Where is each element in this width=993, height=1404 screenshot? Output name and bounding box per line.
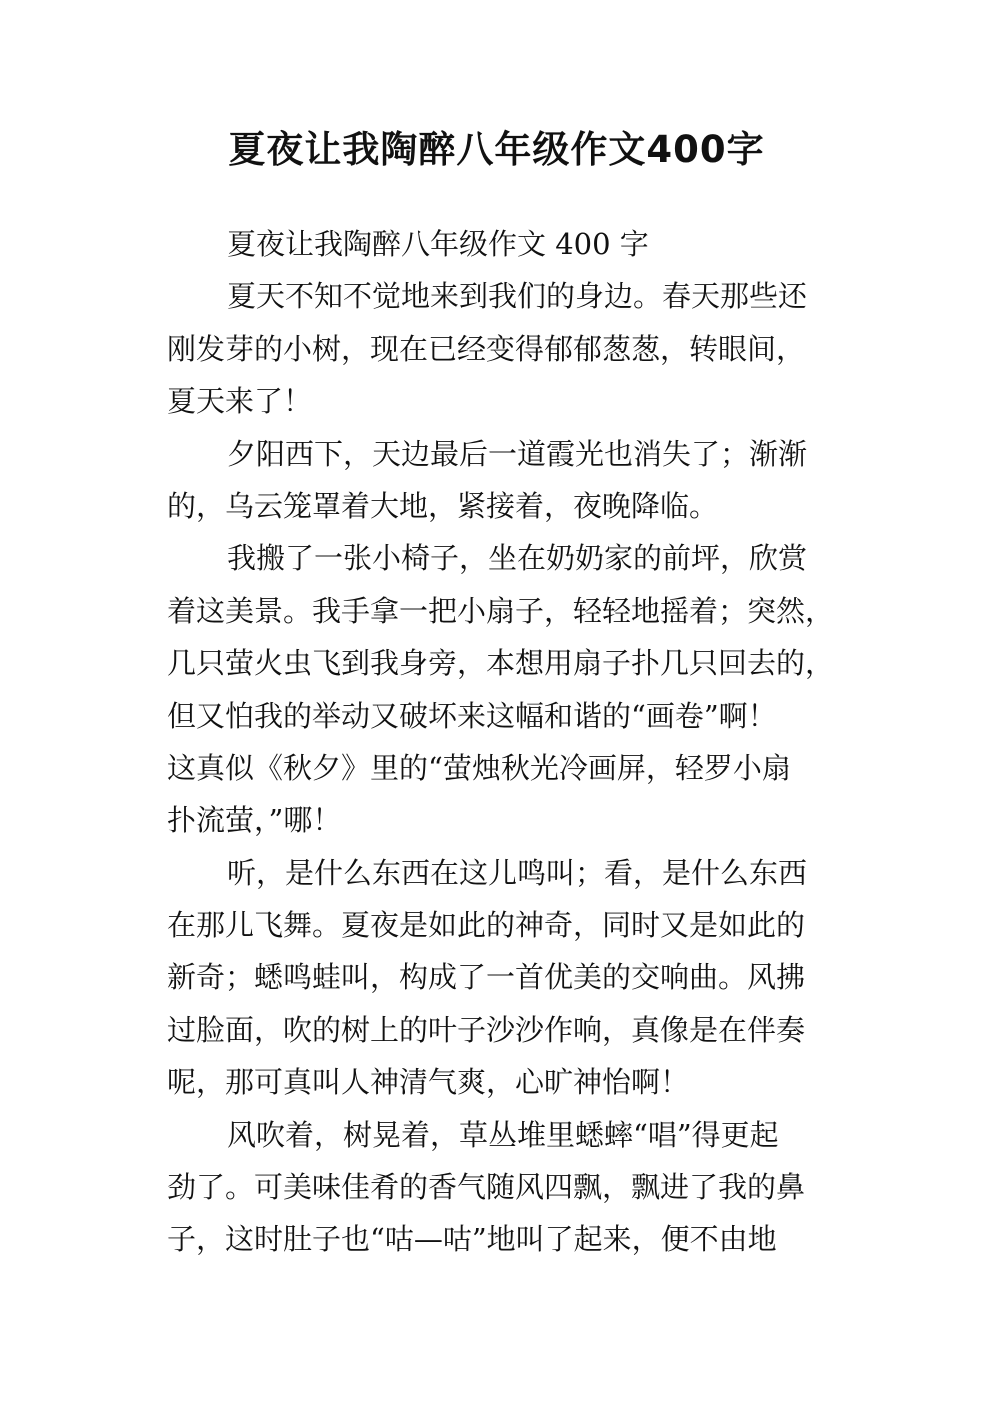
paragraph-line: 这真似《秋夕》里的“萤烛秋光冷画屏，轻罗小扇	[167, 750, 791, 785]
paragraph-line: 的，乌云笼罩着大地，紧接着，夜晚降临。	[167, 488, 719, 523]
paragraph-line: 但又怕我的举动又破坏来这幅和谐的“画卷”啊！	[167, 698, 777, 733]
paragraph-line: 听，是什么东西在这儿鸣叫；看，是什么东西	[227, 855, 808, 890]
paragraph-line: 几只萤火虫飞到我身旁，本想用扇子扑几只回去的，	[167, 646, 835, 681]
document-body	[167, 218, 837, 1266]
paragraph-line: 扑流萤，”哪！	[167, 803, 342, 838]
paragraph-line: 我搬了一张小椅子，坐在奶奶家的前坪，欣赏	[227, 541, 808, 576]
paragraph-line: 新奇；蟋鸣蛙叫，构成了一首优美的交响曲。风拂	[167, 960, 806, 995]
paragraph-line: 呢，那可真叫人神清气爽，心旷神怡啊！	[167, 1065, 690, 1100]
paragraph-line: 刚发芽的小树，现在已经变得郁郁葱葱，转眼间，	[167, 331, 806, 366]
paragraph-line: 夏夜让我陶醉八年级作文 400 字	[227, 227, 649, 261]
paragraph-line: 夕阳西下，天边最后一道霞光也消失了；渐渐	[227, 436, 808, 471]
paragraph-line: 子，这时肚子也“咕—咕”地叫了起来，便不由地	[167, 1222, 777, 1257]
paragraph-line: 着这美景。我手拿一把小扇子，轻轻地摇着；突然，	[167, 593, 835, 628]
paragraph-line: 夏天来了！	[167, 384, 313, 419]
paragraph-line: 在那儿飞舞。夏夜是如此的神奇，同时又是如此的	[167, 908, 806, 943]
paragraph-line: 风吹着，树晃着，草丛堆里蟋蟀“唱”得更起	[227, 1117, 779, 1152]
paragraph-line: 夏天不知不觉地来到我们的身边。春天那些还	[227, 279, 808, 314]
paragraph-line: 过脸面，吹的树上的叶子沙沙作响，真像是在伴奏	[167, 1012, 806, 1047]
document-title: 夏夜让我陶醉八年级作文400字	[228, 128, 765, 171]
paragraph-line: 劲了。可美味佳肴的香气随风四飘，飘进了我的鼻	[167, 1170, 806, 1205]
